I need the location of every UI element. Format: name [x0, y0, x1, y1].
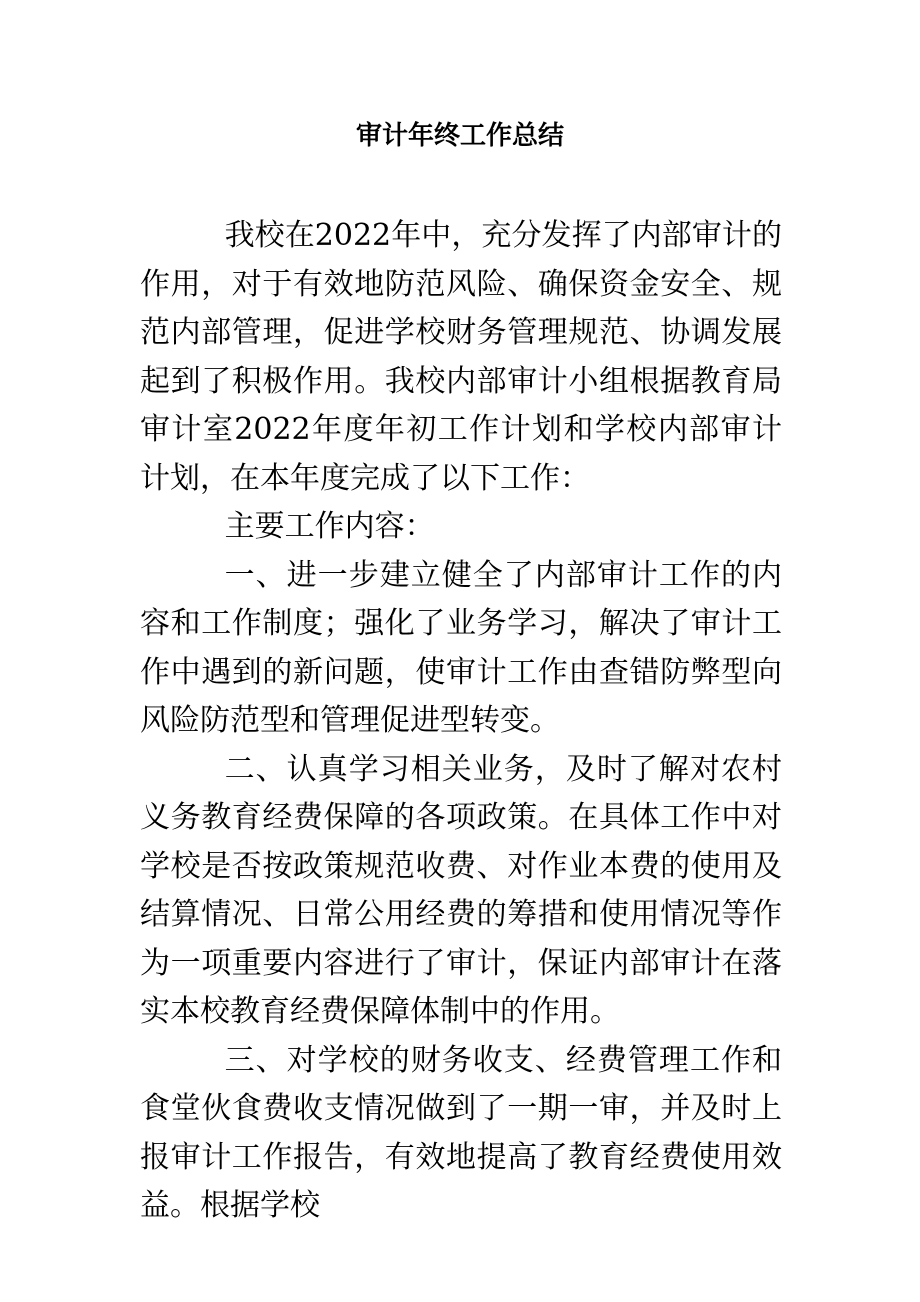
paragraph-main-content-heading: 主要工作内容： — [224, 509, 435, 544]
document-body — [140, 212, 782, 1231]
paragraph-item-two: 二、认真学习相关业务，及时了解对农村义务教育经费保障的各项政策。在具体工作中对学校是否按政策规范收费、对作业本费的使用及结算情况、日常公用经费的筹措和使用情况等作为一项重要内容进行了审计，保证内部审计在落实本校教育经费保障体制中的作用。 — [140, 751, 782, 1029]
paragraph-intro: 我校在2022年中，充分发挥了内部审计的作用，对于有效地防范风险、确保资金安全、规范内部管理，促进学校财务管理规范、协调发展起到了积极作用。我校内部审计小组根据教育局审计室2022年度年初工作计划和学校内部审计计划，在本年度完成了以下工作： — [140, 218, 782, 496]
paragraph-item-three: 三、对学校的财务收支、经费管理工作和食堂伙食费收支情况做到了一期一审，并及时上报审计工作报告，有效地提高了教育经费使用效益。根据学校 — [140, 1042, 782, 1223]
paragraph-item-one: 一、进一步建立健全了内部审计工作的内容和工作制度；强化了业务学习，解决了审计工作中遇到的新问题，使审计工作由查错防弊型向风险防范型和管理促进型转变。 — [140, 557, 782, 738]
document-title: 审计年终工作总结 — [355, 121, 564, 151]
